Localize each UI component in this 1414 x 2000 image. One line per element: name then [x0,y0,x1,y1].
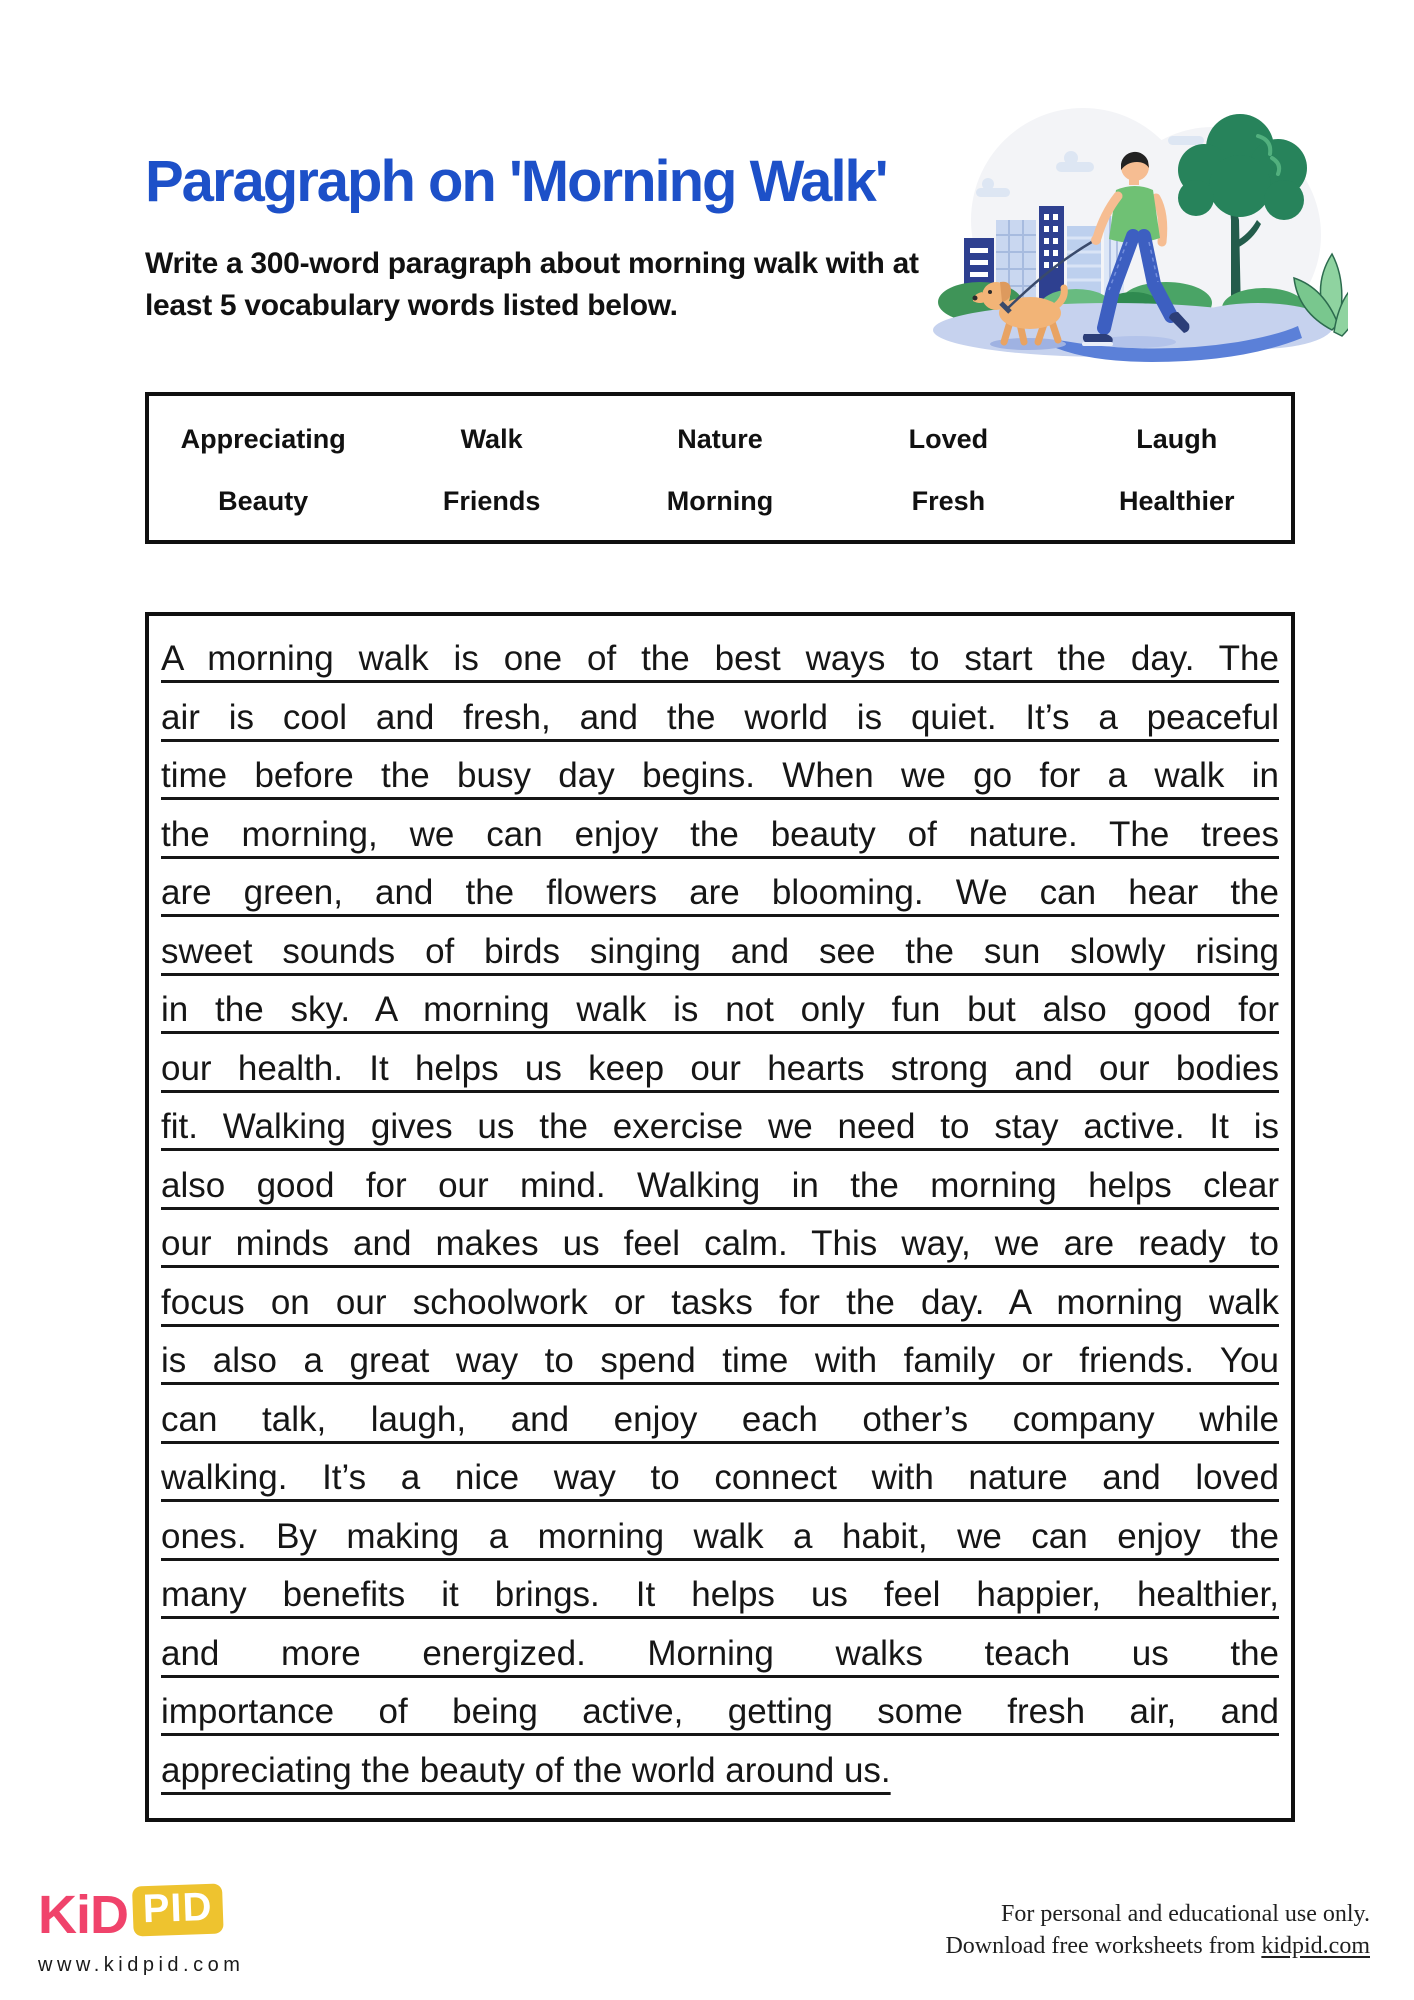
paragraph-line: are green, and the flowers are blooming. We can hear the [161,873,1279,912]
vocabulary-word: Beauty [218,485,309,516]
vocabulary-word: Friends [442,485,541,516]
paragraph-line: fit. Walking gives us the exercise we need to stay active. It is [161,1107,1279,1146]
logo-website: www.kidpid.com [38,1954,245,1976]
paragraph-line: can talk, laugh, and enjoy each other’s company while [161,1399,1279,1439]
vocabulary-word: Fresh [911,485,986,516]
paragraph-line: focus on our schoolwork or tasks for the day. A morning walk [161,1282,1279,1322]
paragraph-line: sweet sounds of birds singing and see the sun slowly rising [161,931,1279,971]
paragraph-line: is also a great way to spend time with family or friends. You [161,1341,1279,1380]
usage-note [945,1898,1370,1962]
paragraph-line: air is cool and fresh, and the world is quiet. It’s a peaceful [161,697,1279,737]
kidpid-link[interactable]: kidpid.com [1261,1933,1370,1959]
vocabulary-word: Appreciating [180,423,346,454]
paragraph-line: ones. By making a morning walk a habit, we can enjoy the [161,1516,1279,1556]
paragraph-line: and more energized. Morning walks teach us the [161,1633,1279,1673]
paragraph-line: in the sky. A morning walk is not only fun but also good for [161,990,1279,1029]
kidpid-logo [38,1884,244,1977]
paragraph-line: the morning, we can enjoy the beauty of nature. The trees [161,814,1279,854]
kidpid-logo-mark [38,1884,244,1946]
paragraph-line: A morning walk is one of the best ways to start the day. The [161,639,1279,678]
man-walking-dog-illustration [928,70,1348,370]
instructions-line-1: Write a 300-word paragraph about morning walk with at [145,247,919,280]
vocabulary-row-1 [149,408,1291,470]
logo-kid-text: KiD [38,1885,128,1945]
vocabulary-word: Laugh [1136,423,1218,454]
paragraph-line: our minds and makes us feel calm. This way, we are ready to [161,1224,1279,1263]
vocabulary-word: Nature [677,423,763,454]
usage-note-line: For personal and educational use only. [1000,1901,1370,1927]
ground [933,303,1333,362]
vocabulary-row-2 [149,470,1291,532]
logo-pid-badge: PID [132,1883,223,1936]
paragraph-line: also good for our mind. Walking in the morning helps clear [161,1165,1279,1205]
vocabulary-word: Morning [666,485,774,516]
vocabulary-box [145,392,1295,544]
vocabulary-word: Healthier [1119,485,1235,516]
instructions-line-2: least 5 vocabulary words listed below. [145,289,678,322]
paragraph-line: importance of being active, getting some fresh air, and [161,1692,1279,1731]
vocabulary-word: Loved [908,423,989,454]
paragraph-line: many benefits it brings. It helps us feel happier, healthier, [161,1575,1279,1614]
paragraph-line: time before the busy day begins. When we go for a walk in [161,756,1279,795]
vocabulary-word: Walk [460,423,523,454]
download-line [945,1930,1370,1962]
page-title: Paragraph on 'Morning Walk' [145,149,887,214]
paragraph-line: appreciating the beauty of the world around us. [161,1750,891,1790]
download-prefix: Download free worksheets from [945,1933,1262,1959]
paragraph-box [145,612,1295,1822]
paragraph-line: walking. It’s a nice way to connect with nature and loved [161,1458,1279,1497]
instructions [145,243,919,327]
paragraph-line: our health. It helps us keep our hearts strong and our bodies [161,1048,1279,1088]
